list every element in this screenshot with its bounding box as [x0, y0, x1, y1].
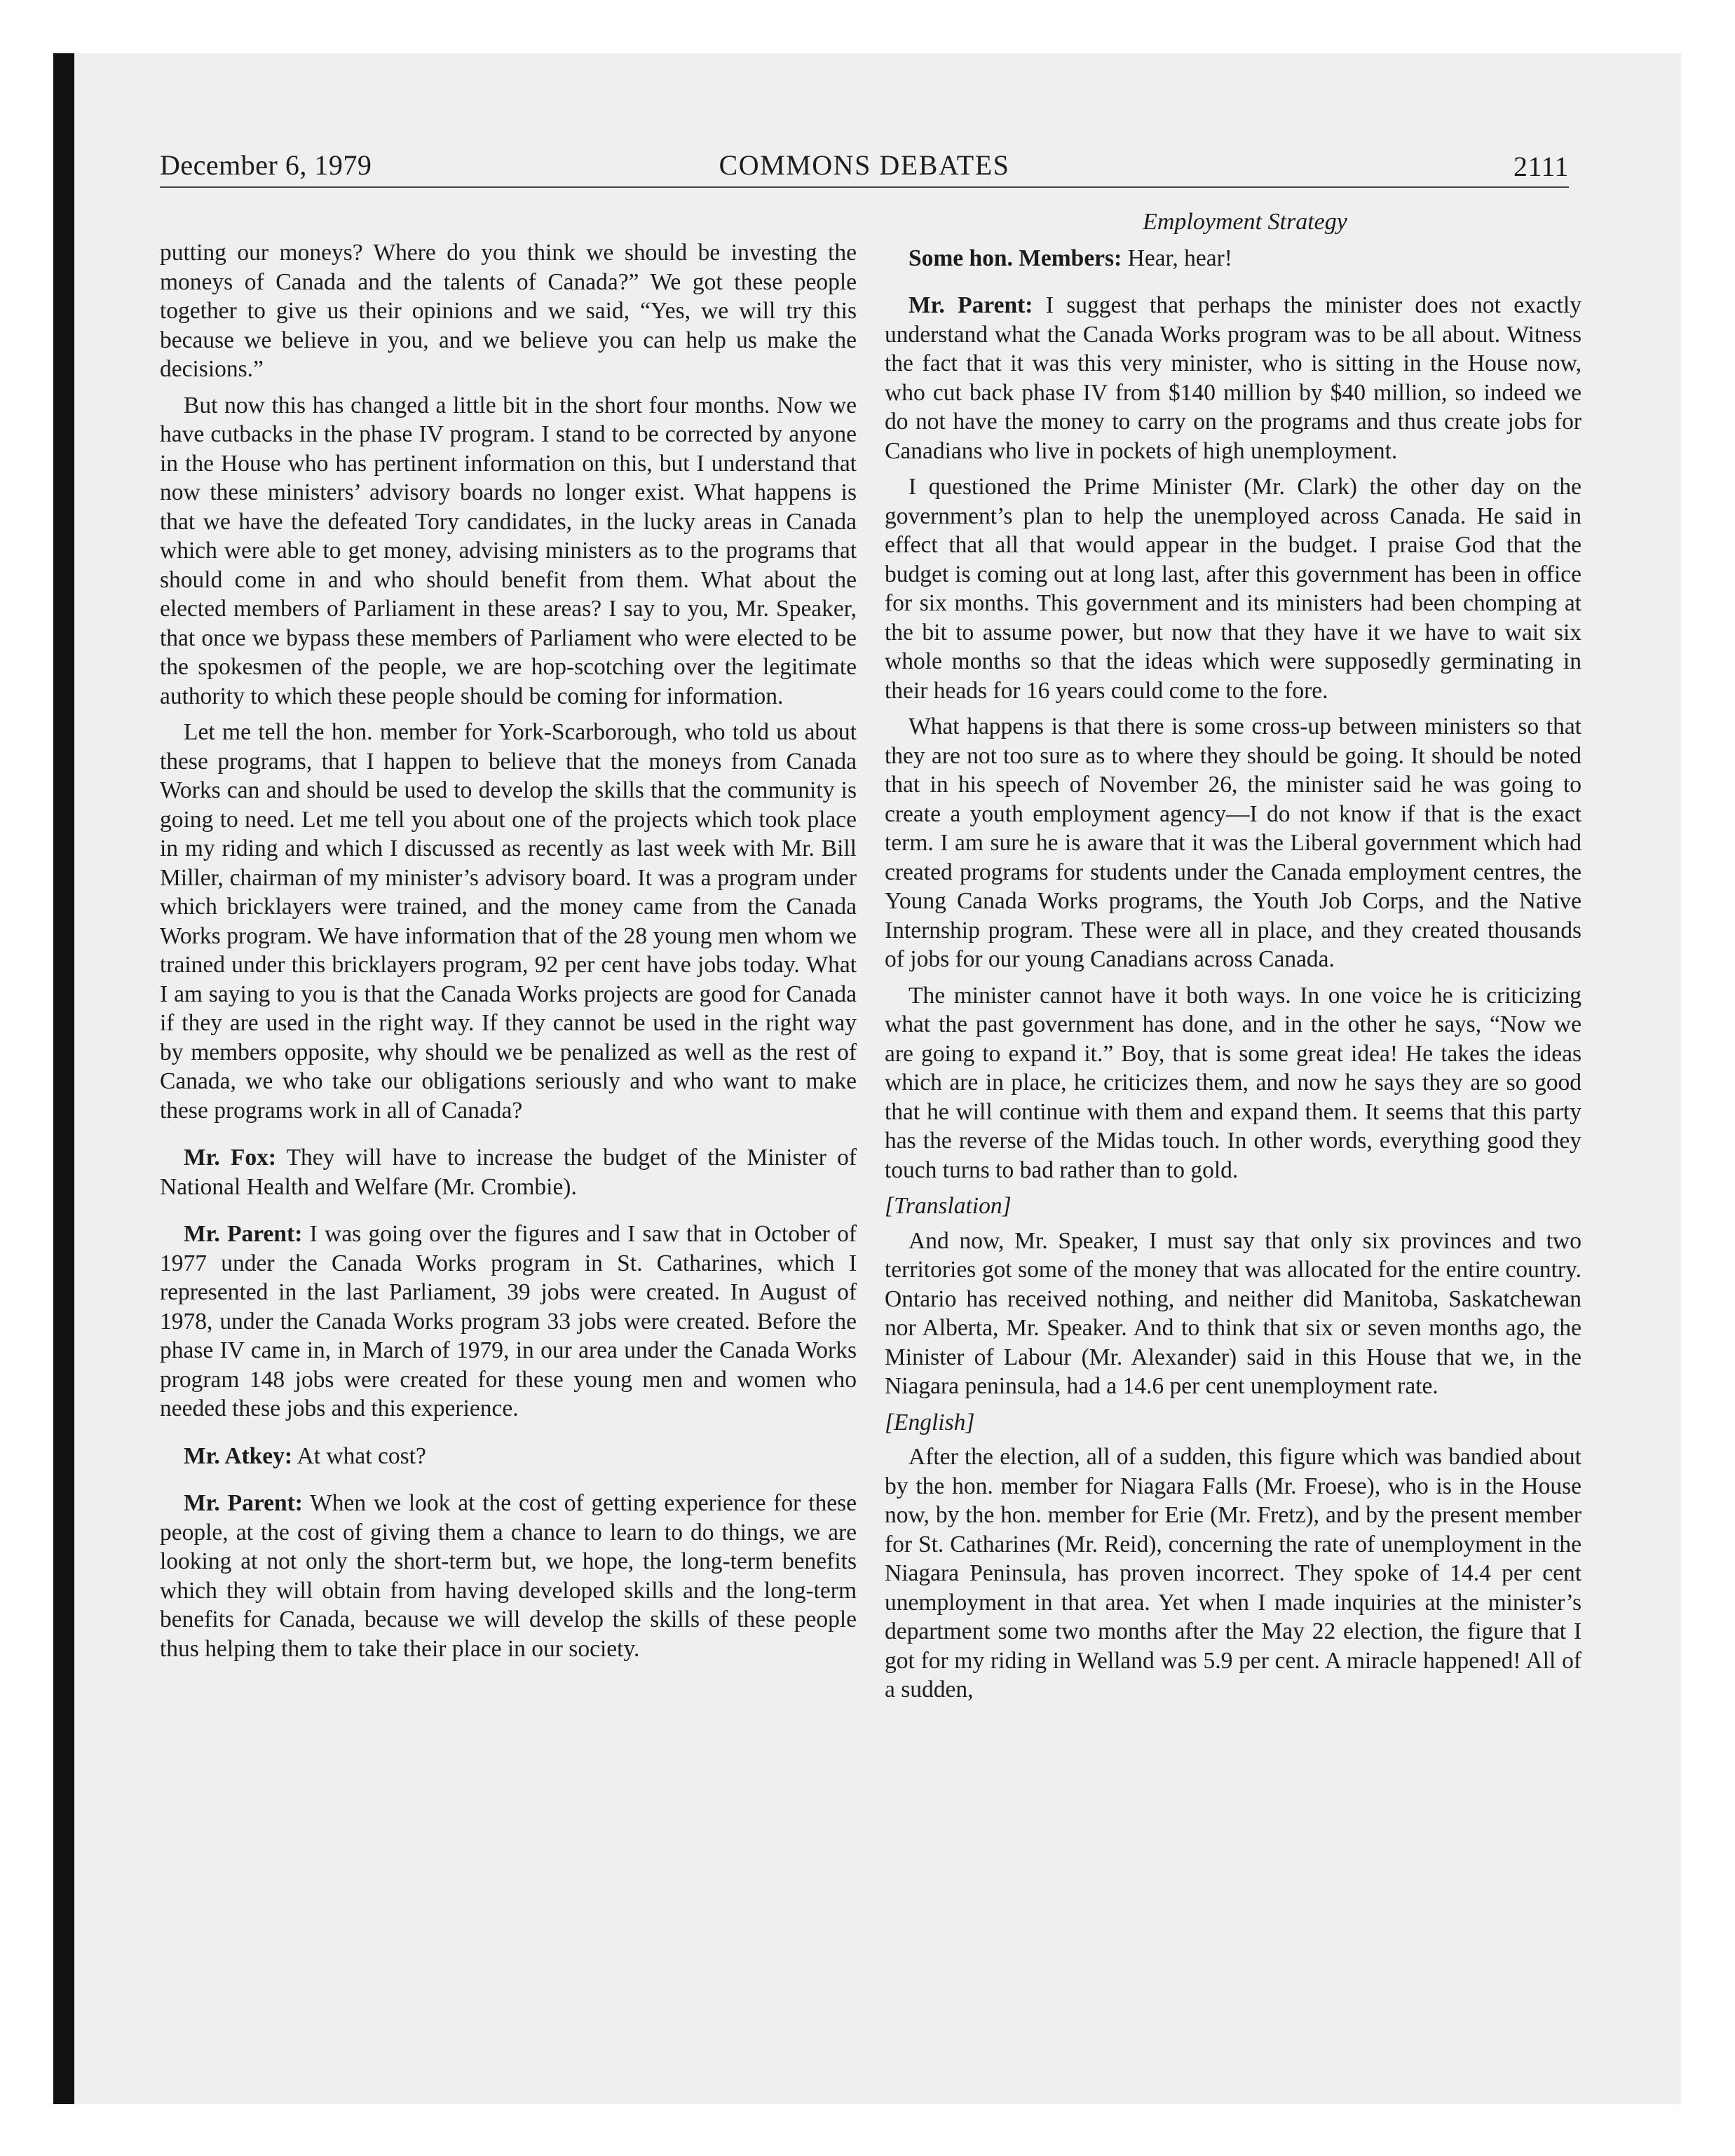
- page-header: [160, 149, 1569, 188]
- translation-tag: [Translation]: [885, 1193, 1012, 1219]
- paragraph: But now this has changed a little bit in the short four months. Now we have cutbacks in the phase IV program. I stand to be corrected by anyone in the House who has pertinent information on this, but I understand that now these ministers’ advisory boards no longer exist. What happens is that we have the defeated Tory candidates, in the lucky areas in Canada which were able to get money, advising ministers as to the programs that should come in and who should benefit from them. What about the elected members of Parliament in these areas? I say to you, Mr. Speaker, that once we bypass these members of Parliament who were elected to be the spokesmen of the people, we are hop-scotching over the legitimate authority to which these people should be coming for information.: [160, 392, 857, 709]
- paragraph: What happens is that there is some cross-up between ministers so that they are not too sure as to where they should be going. It should be noted that in his speech of November 26, the minister said he was going to create a youth employment agency—I do not know if that is the exact term. I am sure he is aware that it was the Liberal government which had created programs for students under the Canada employment centres, the Young Canada Works programs, the Youth Job Corps, and the Native Internship program. These were all in place, and they created thousands of jobs for our young Canadians across Canada.: [885, 714, 1581, 972]
- paragraph: After the election, all of a sudden, this figure which was bandied about by the hon. member for Niagara Falls (Mr. Froese), who is in the House now, by the hon. member for Erie (Mr. Fretz), and by the present member for St. Catharines (Mr. Reid), concerning the rate of unemployment in the Niagara Peninsula, has proven incorrect. They spoke of 14.4 per cent unemployment in that area. Yet when I made inquiries at the minister’s department some two months after the May 22 election, the figure that I got for my riding in Welland was 5.9 per cent. A miracle happened! All of a sudden,: [885, 1444, 1581, 1703]
- speech-parent: [160, 1220, 857, 1424]
- paragraph: I questioned the Prime Minister (Mr. Clark) the other day on the government’s plan to help the unemployed across Canada. He said in effect that all that would appear in the budget. I praise God that the budget is coming out at long last, after this government has been in office for six months. This government and its ministers had been chomping at the bit to assume power, but now that they have it we have to wait six whole months so that the ideas which were supposedly germinating in their heads for 16 years could come to the fore.: [885, 474, 1581, 704]
- speech-text: Hear, hear!: [1127, 245, 1232, 271]
- speech-atkey: [160, 1442, 857, 1471]
- speech-text: At what cost?: [297, 1442, 426, 1469]
- header-title: COMMONS DEBATES: [719, 149, 1010, 181]
- speech-text: When we look at the cost of getting experience for these people, at the cost of giving them a chance to learn to do things, we are looking at not only the short-term but, we hope, the long-term benefits which they will obtain from having developed skills and the long-term benefits for Canada, because we will develop the skills of these people thus helping them to take their place in our society.: [160, 1490, 857, 1662]
- left-column: [160, 238, 857, 1670]
- speech-parent: [885, 291, 1581, 465]
- speaker-name: Mr. Atkey:: [184, 1442, 293, 1469]
- running-head: Employment Strategy: [1143, 209, 1347, 235]
- paragraph: And now, Mr. Speaker, I must say that only six provinces and two territories got some of the money that was allocated for the entire country. Ontario has received nothing, and neither did Manitoba, Saskatchewan nor Alberta, Mr. Speaker. And to think that six or seven months ago, the Minister of Labour (Mr. Alexander) said in this House that we, in the Niagara peninsula, had a 14.6 per cent unemployment rate.: [885, 1227, 1581, 1399]
- header-page-number: 2111: [1513, 151, 1569, 182]
- english-tag: [English]: [885, 1409, 975, 1435]
- speaker-name: Mr. Parent:: [909, 292, 1033, 318]
- speaker-name: Some hon. Members:: [909, 245, 1122, 271]
- speaker-name: Mr. Parent:: [184, 1221, 303, 1247]
- right-column: [885, 207, 1581, 1712]
- speaker-name: Mr. Fox:: [184, 1145, 277, 1171]
- paragraph: Let me tell the hon. member for York-Scarborough, who told us about these programs, that I happen to believe that the moneys from Canada Works can and should be used to develop the skills that the community is going to need. Let me tell you about one of the projects which took place in my riding and which I discussed as recently as last week with Mr. Bill Miller, chairman of my minister’s advisory board. It was a program under which bricklayers were trained, and the money came from the Canada Works program. We have information that of the 28 young men whom we trained under this bricklayers program, 92 per cent have jobs today. What I am saying to you is that the Canada Works projects are good for Canada if they are used in the right way. If they cannot be used in the right way by members opposite, why should we be penalized as well as the rest of Canada, we who take our obligations seriously and who want to make these programs work in all of Canada?: [160, 719, 857, 1124]
- scan-edge-shadow: [53, 53, 74, 2104]
- paragraph: The minister cannot have it both ways. In one voice he is criticizing what the past government has done, and in the other he says, “Now we are going to expand it.” Boy, that is some great idea! He takes the ideas which are in place, he criticizes them, and now he says they are so good that he will continue with them and expand them. It seems that this party has the reverse of the Midas touch. In other words, everything good they touch turns to bad rather than to gold.: [885, 982, 1581, 1183]
- speech-members: [885, 244, 1581, 273]
- paragraph: putting our moneys? Where do you think we should be investing the moneys of Canada and the talents of Canada?” We got these people together to give us their opinions and we said, “Yes, we will try this because we believe in you, and we believe you can help us make the decisions.”: [160, 240, 857, 382]
- speech-fox: [160, 1143, 857, 1201]
- header-date: December 6, 1979: [160, 149, 372, 181]
- speech-text: I suggest that perhaps the minister does not exactly understand what the Canada Works program was to be all about. Witness the fact that it was this very minister, who is sitting in the House now, who cut back phase IV from $140 million by $40 million, so indeed we do not have the money to carry on the programs and thus create jobs for Canadians who live in pockets of high unemployment.: [885, 292, 1582, 464]
- speaker-name: Mr. Parent:: [184, 1490, 303, 1516]
- speech-text: I was going over the figures and I saw that in October of 1977 under the Canada Works program in St. Catharines, which I represented in the last Parliament, 39 jobs were created. In August of 1978, under the Canada Works program 33 jobs were created. Before the phase IV came in, in March of 1979, in our area under the Canada Works program 148 jobs were created for these young men and women who needed these jobs and this experience.: [160, 1221, 857, 1421]
- speech-parent: [160, 1489, 857, 1663]
- speech-text: They will have to increase the budget of the Minister of National Health and Welfare (Mr. Crombie).: [160, 1145, 857, 1200]
